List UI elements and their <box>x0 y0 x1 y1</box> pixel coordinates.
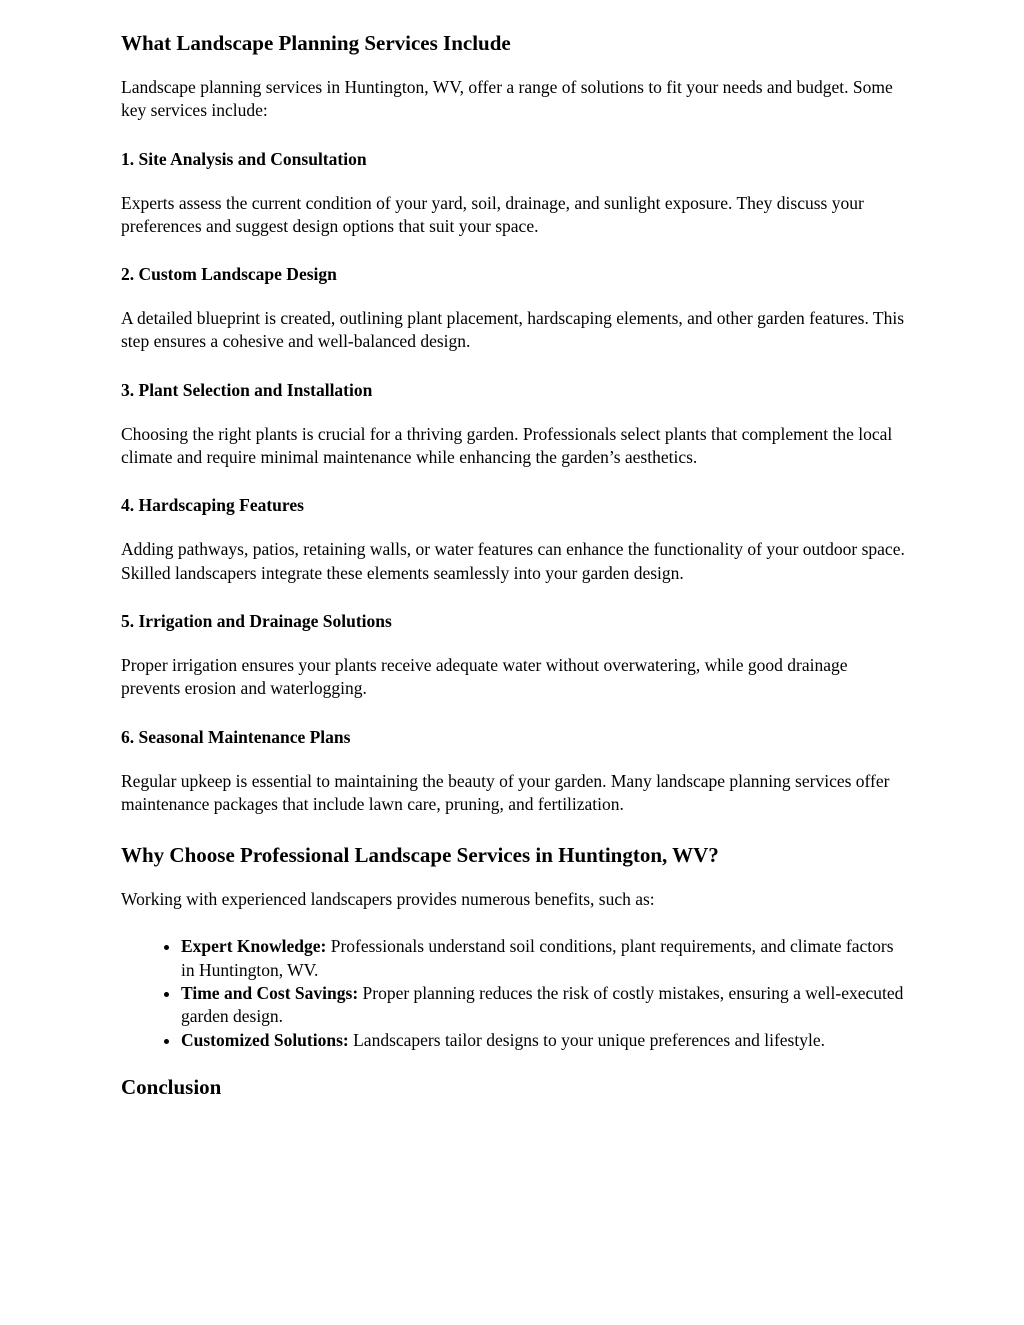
benefit-label: Customized Solutions: <box>181 1029 349 1050</box>
service-body: Experts assess the current condition of your yard, soil, drainage, and sunlight exposure. They discuss your preferences and suggest design options that suit your space. <box>121 192 864 236</box>
service-section-6 <box>121 725 911 817</box>
benefits-list <box>121 935 911 1051</box>
service-body: Choosing the right plants is crucial for a thriving garden. Professionals select plants that complement the local climate and require minimal maintenance while enhancing the garden’s aesthetics. <box>121 423 893 468</box>
benefit-text: Proper planning reduces the risk of costly mistakes, ensuring a well-executed garden design. <box>181 983 904 1027</box>
service-heading: 4. Hardscaping Features <box>121 495 304 516</box>
service-section-5 <box>121 609 911 701</box>
service-section-3 <box>121 378 911 470</box>
benefit-text: Professionals understand soil conditions, plant requirements, and climate factors in Huntington, WV. <box>181 936 894 980</box>
intro-paragraph: Landscape planning services in Huntington, WV, offer a range of solutions to fit your needs and budget. Some key services include: <box>121 77 893 121</box>
why-intro-paragraph: Working with experienced landscapers provides numerous benefits, such as: <box>121 889 655 910</box>
benefit-text: Landscapers tailor designs to your unique preferences and lifestyle. <box>348 1029 825 1050</box>
service-body: A detailed blueprint is created, outlining plant placement, hardscaping elements, and other garden features. This step ensures a cohesive and well-balanced design. <box>121 308 905 352</box>
service-body: Regular upkeep is essential to maintaining the beauty of your garden. Many landscape planning services offer maintenance packages that include lawn care, pruning, and fertilization. <box>121 770 890 814</box>
list-item <box>181 982 911 1029</box>
list-item <box>181 935 911 982</box>
page-title: What Landscape Planning Services Include <box>121 31 511 55</box>
document-page <box>121 28 911 1102</box>
service-heading: 5. Irrigation and Drainage Solutions <box>121 610 392 631</box>
service-heading: 6. Seasonal Maintenance Plans <box>121 726 351 747</box>
service-body: Proper irrigation ensures your plants receive adequate water without overwatering, while good drainage prevents erosion and waterlogging. <box>121 654 848 699</box>
service-heading: 1. Site Analysis and Consultation <box>121 148 367 169</box>
service-heading: 2. Custom Landscape Design <box>121 264 337 285</box>
service-heading: 3. Plant Selection and Installation <box>121 379 373 400</box>
list-item <box>181 1029 911 1052</box>
service-body: Adding pathways, patios, retaining walls, or water features can enhance the functionality of your outdoor space. Skilled landscapers integrate these elements seamlessly into your garden design. <box>121 539 905 583</box>
service-section-4 <box>121 493 911 585</box>
benefit-label: Time and Cost Savings: <box>181 983 359 1004</box>
conclusion-heading: Conclusion <box>121 1074 222 1099</box>
service-section-1 <box>121 147 911 239</box>
why-heading: Why Choose Professional Landscape Services in Huntington, WV? <box>121 843 719 868</box>
service-section-2 <box>121 262 911 354</box>
benefit-label: Expert Knowledge: <box>181 936 327 957</box>
